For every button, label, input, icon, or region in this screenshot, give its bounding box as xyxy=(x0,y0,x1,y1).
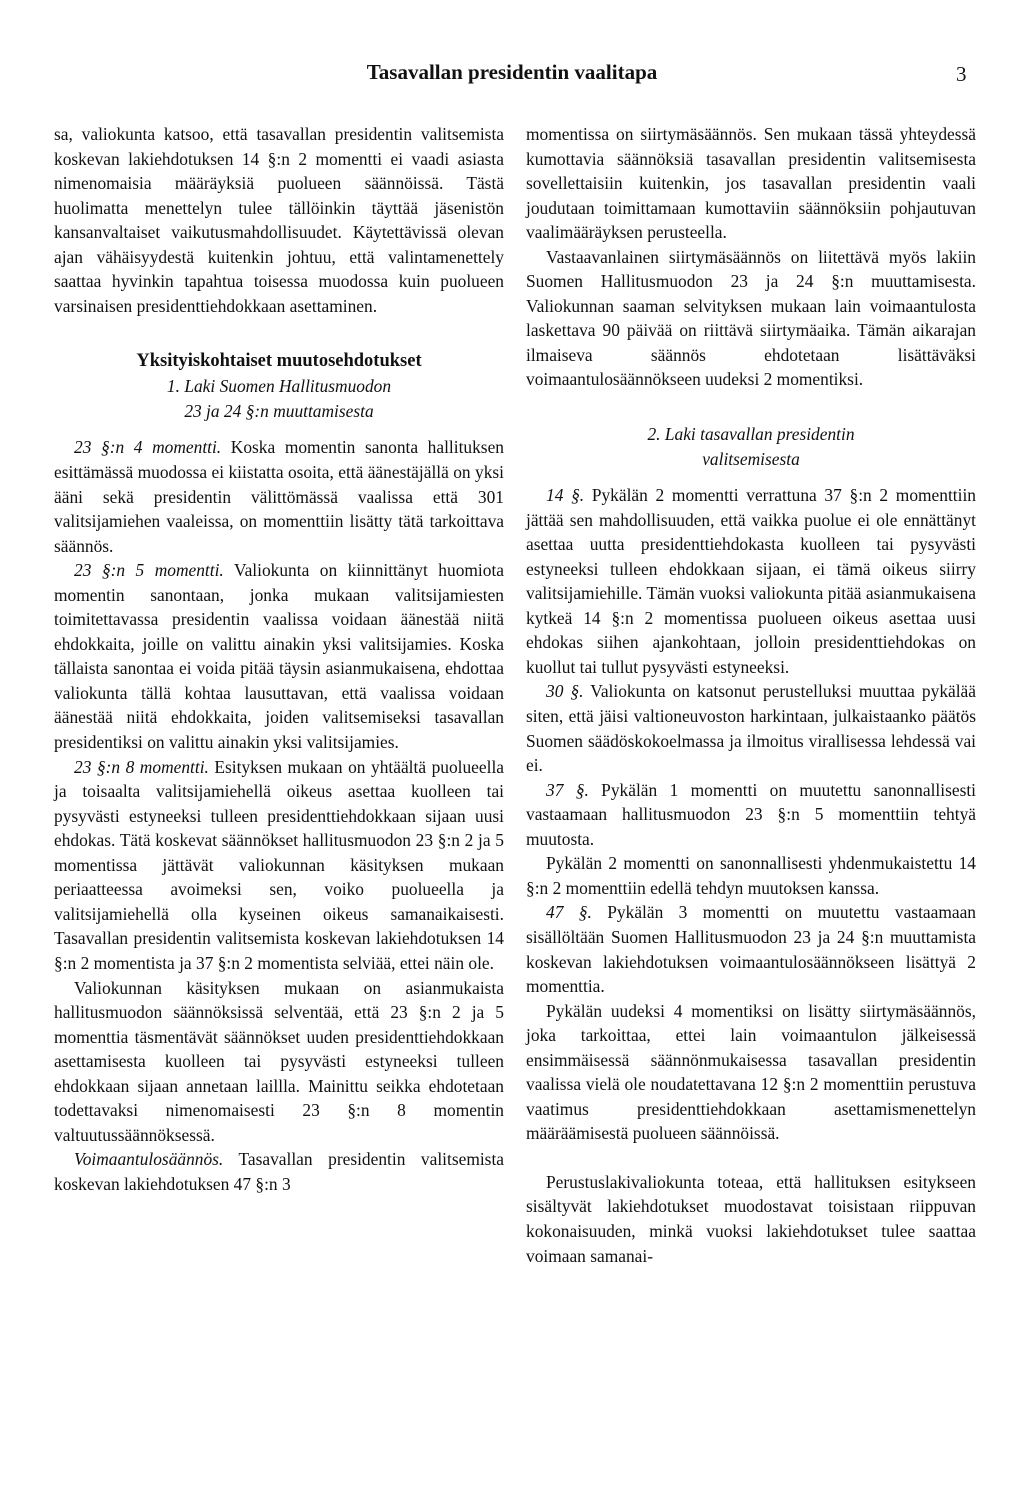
paragraph-continuation: momentissa on siirtymäsäännös. Sen mukaan tässä yhteydessä kumottavia säännöksiä tasavallan presidentin valitsemisesta sovellettaisiin kuitenkin, jos tasavallan presidentin vaali joudutaan toimittamaan kumottaviin säännöksiin pohjautuvan vaalimääräyksen perusteella. xyxy=(526,124,976,243)
law2-title-line1: 2. Laki tasavallan presidentin xyxy=(647,424,855,445)
paragraph-23-4-lead: 23 §:n 4 momentti. xyxy=(74,437,222,458)
law1-title-line2: 23 ja 24 §:n muuttamisesta xyxy=(184,400,374,421)
paragraph-14-text: Pykälän 2 momentti verrattuna 37 §:n 2 momenttiin jättää sen mahdollisuuden, että vaikka puolue ei ole ennättänyt asettaa uutta presidenttiehdokasta kuolleen tai pysyvästi estyneeksi tulleen ehdokkaan sijaan, ei tämä oikeus siirry valitsijamiehille. Tämän vuoksi valiokunta pitää asianmukaisena kytkeä 14 §:n 2 momentissa puolueen oikeus asettaa uusi ehdokas siihen ajankohtaan, jolloin presidenttiehdokas on kuollut tai tullut pysyvästi estyneeksi. xyxy=(526,485,976,677)
page-number: 3 xyxy=(956,62,967,86)
law1-title-line1: 1. Laki Suomen Hallitusmuodon xyxy=(166,376,392,397)
paragraph-47-text: Pykälän 3 momentti on muutettu vastaamaan sisällöltään Suomen Hallitusmuodon 23 ja 24 §:n muuttamista koskevan lakiehdotuksen voimaantulosäännökseen lisättyä 2 momenttia. xyxy=(526,902,977,997)
paragraph-47-4: Pykälän uudeksi 4 momentiksi on lisätty siirtymäsäännös, joka tarkoittaa, ettei lain voimaantulon jälkeisessä ensimmäisessä säännönmukaisessa tasavallan presidentin vaalissa vielä ole noudatettavana 12 §:n 2 momenttiin perustuva vaatimus presidenttiehdokkaan asettamismenettelyn määräämisestä puolueen säännöissä. xyxy=(526,1000,976,1144)
paragraph-committee: Valiokunnan käsityksen mukaan on asianmukaista hallitusmuodon säännöksissä selventää, että 23 §:n 2 ja 5 momenttia täsmentävät säännökset uuden presidenttiehdokkaan asettamisesta kuolleen tai pysyvästi estyneeksi tulleen ehdokkaan sijaan annetaan laillla. Mainittu seikka ehdotetaan todettavaksi nimenomaisesti 23 §:n 8 momentin valtuutussäännöksessä. xyxy=(54,977,504,1145)
paragraph-37 xyxy=(526,778,976,852)
paragraph-37-text: Pykälän 1 momentti on muutettu sanonnallisesti vastaamaan hallitusmuodon 23 §:n 5 momenttiin tehtyä muutosta. xyxy=(526,779,977,849)
paragraph-voimaantulo-lead: Voimaantulosäännös. xyxy=(74,1149,224,1170)
paragraph-voimaantulo-text: Tasavallan presidentin valitsemista koskevan lakiehdotuksen 47 §:n 3 xyxy=(54,1149,504,1194)
paragraph-23-5-lead: 23 §:n 5 momentti. xyxy=(74,560,224,581)
paragraph-23-4 xyxy=(54,435,504,558)
law2-title-line2: valitsemisesta xyxy=(702,448,800,469)
paragraph-vastaava: Vastaavanlainen siirtymäsäännös on liitettävä myös lakiin Suomen Hallitusmuodon 23 ja 24 §:n muuttamisesta. Valiokunnan saaman selvityksen mukaan lain voimaantulosta laskettava 90 päivää on riittävä siirtymäaika. Tämän aikarajan ilmaiseva säännös ehdotetaan lisättäväksi voimaantulosäännökseen uudeksi 2 momentiksi. xyxy=(526,246,976,390)
paragraph-23-8-lead: 23 §:n 8 momentti. xyxy=(74,756,209,777)
paragraph-14 xyxy=(526,483,976,679)
paragraph-23-4-text: Koska momentin sanonta hallituksen esittämässä muodossa ei kiistatta osoita, että äänestäjällä on yksi ääni sekä presidentin välittömässä vaalissa että 301 valitsijamiehen vaaleissa, on momenttiin lisätty tätä tarkoittava säännös. xyxy=(54,437,504,556)
paragraph-47-lead: 47 §. xyxy=(546,902,592,923)
paragraph-30-text: Valiokunta on katsonut perustelluksi muuttaa pykälää siten, että jäisi valtioneuvoston harkintaan, julkaistaanko päätös Suomen säädöskokoelmassa ja ilmoitus virallisessa lehdessä vai ei. xyxy=(526,681,976,776)
paragraph-final: Perustuslakivaliokunta toteaa, että hallituksen esitykseen sisältyvät lakiehdotukset muodostavat toisistaan riippuvan kokonaisuuden, minkä vuoksi lakiehdotukset tulee saattaa voimaan samanai- xyxy=(526,1171,976,1266)
paragraph-37-2: Pykälän 2 momentti on sanonnallisesti yhdenmukaistettu 14 §:n 2 momenttiin edellä tehdyn muutoksen kanssa. xyxy=(526,853,976,898)
section-heading: Yksityiskohtaiset muutosehdotukset xyxy=(136,351,422,372)
paragraph-23-8-text: Esityksen mukaan on yhtäältä puolueella ja toisaalta valitsijamiehellä oikeus asettaa kuolleen tai pysyvästi estyneeksi tulleen presidenttiehdokkaan sijaan uusi ehdokas. Tätä koskevat säännökset hallitusmuodon 23 §:n 2 ja 5 momentissa jättävät valiokunnan käsityksen mukaan periaatteessa avoimeksi sen, voiko puolueella ja valitsijamiehellä olla kyseinen oikeus samanaikaisesti. Tasavallan presidentin valitsemista koskevan lakiehdotuksen 14 §:n 2 momentista ja 37 §:n 2 momentista selviää, ettei näin ole. xyxy=(54,756,505,973)
intro-paragraph: sa, valiokunta katsoo, että tasavallan presidentin valitsemista koskevan lakiehdotuksen 14 §:n 2 momentti ei vaadi asiasta nimenomaisia määräyksiä puolueen säännöissä. Tästä huolimatta menettelyn tulee tällöinkin täyttää jäsenistön kansanvaltaiset vaikutusmahdollisuudet. Käytettävissä olevan ajan vähäisyydestä kuitenkin johtuu, että valintamenettely saattaa hyvinkin tapahtua toisessa muodossa kuin puolueen varsinaisen presidenttiehdokkaan asettaminen. xyxy=(54,124,504,316)
paragraph-23-5 xyxy=(54,558,504,754)
right-column xyxy=(526,122,976,1268)
paragraph-23-5-text: Valiokunta on kiinnittänyt huomiota momentin sanontaan, jonka mukaan valitsijamiesten toimitettavassa presidentin vaalissa voidaan äänestää niitä ehdokkaita, joille on valittu ainakin yksi valitsijamies. Koska tällaista sanontaa ei voida pitää täysin asianmukaisena, ehdottaa valiokunta tällä kohtaa lausuttavan, että vaalissa voidaan äänestää niitä ehdokkaita, joiden valitsemiseksi tasavallan presidentiksi on valittu ainakin yksi valitsijamies. xyxy=(54,560,504,753)
paragraph-14-lead: 14 §. xyxy=(546,485,585,506)
paragraph-37-lead: 37 §. xyxy=(546,779,589,800)
running-title: Tasavallan presidentin vaalitapa xyxy=(366,60,658,84)
paragraph-voimaantulo xyxy=(54,1147,504,1196)
paragraph-30-lead: 30 §. xyxy=(546,681,584,702)
paragraph-30 xyxy=(526,679,976,777)
paragraph-47 xyxy=(526,900,976,998)
paragraph-23-8 xyxy=(54,755,504,976)
left-column xyxy=(54,122,504,1196)
